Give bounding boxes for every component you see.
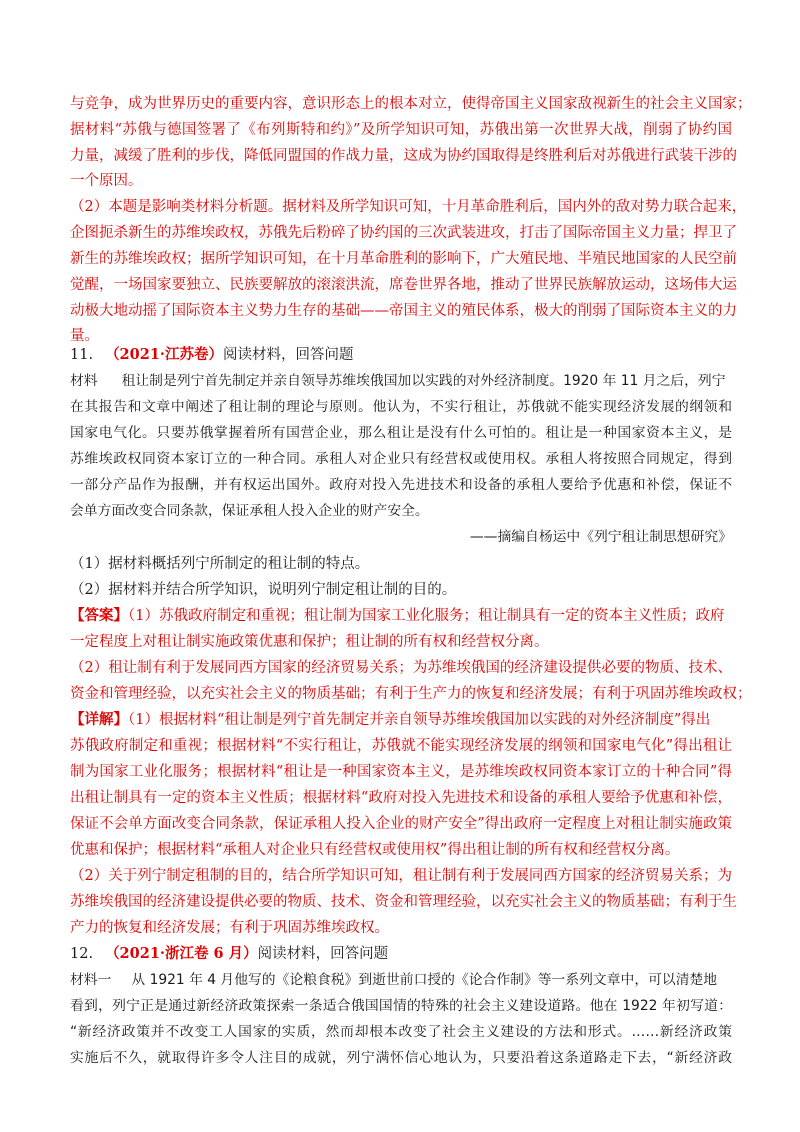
detail-line: 优惠和保护；根据材料“承租人对企业只有经营权或使用权”得出租让制的所有权和经营权分离。	[70, 842, 680, 858]
analysis-line: 企图扼杀新生的苏维埃政权，苏俄先后粉碎了协约国的三次武装进攻，打击了国际帝国主义力量；捍卫了	[70, 225, 737, 241]
sub-question: （2）据材料并结合所学知识，说明列宁制定租让制的目的。	[70, 582, 457, 598]
question-prompt: 阅读材料，回答问题	[257, 946, 389, 962]
answer-line: 资金和管理经验，以充实社会主义的物质基础；有利于生产力的恢复和经济发展；有利于巩固苏维埃政权；	[70, 686, 752, 702]
answer-tag: 【答案】	[70, 607, 128, 624]
analysis-line: 据材料“苏俄与德国签署了《布列斯特和约》”及所学知识可知，苏俄出第一次世界大战，削弱了协约国	[70, 122, 732, 138]
material-line: 一部分产品作为报酬，并有权运出国外。政府对投入先进技术和设备的承租人要给予优惠和补偿，保证不	[70, 477, 732, 493]
material-line: 看到，列宁正是通过新经济政策探索一条适合俄国国情的特殊的社会主义建设道路。他在 1922 年初写道：	[70, 998, 732, 1014]
analysis-line: 一个原因。	[70, 173, 143, 189]
material-label: 材料一	[70, 972, 112, 988]
material-line: 实施后不久，就取得许多令人注目的成就，列宁满怀信心地认为，只要沿着这条道路走下去，“新经济政	[70, 1050, 732, 1066]
detail-tag: 【详解】	[70, 711, 128, 728]
answer-line: 【答案】（1）苏俄政府制定和重视；租让制为国家工业化服务；租让制具有一定的资本主义性质；政府	[70, 607, 725, 624]
material-line: 材料 租让制是列宁首先制定并亲自领导苏维埃俄国加以实践的对外经济制度。1920 年 11 月之后，列宁	[70, 373, 726, 389]
analysis-line: 量。	[70, 328, 99, 344]
detail-line: 保证不会单方面改变合同条款，保证承租人投入企业的财产安全”得出政府一定程度上对租让制实施政策	[70, 816, 732, 832]
answer-line: （2）租让制有利于发展同西方国家的经济贸易关系；为苏维埃俄国的经济建设提供必要的物质、技术、	[70, 660, 732, 676]
material-line: 材料一 从 1921 年 4 月他写的《论粮食税》到逝世前口授的《论合作制》等一系列文章中，可以清楚地	[70, 972, 718, 988]
detail-line: 苏维埃俄国的经济建设提供必要的物质、技术、资金和管理经验，以充实社会主义的物质基础；有利于生	[70, 894, 737, 910]
analysis-line: 新生的苏维埃政权；据所学知识可知，在十月革命胜利的影响下，广大殖民地、半殖民地国家的人民空前	[70, 251, 737, 267]
sub-question: （1）据材料概括列宁所制定的租让制的特点。	[70, 556, 370, 572]
question-header-12	[70, 941, 732, 967]
material-label: 材料	[70, 373, 98, 389]
question-number: 12.	[70, 946, 94, 962]
material-line: “新经济政策并不改变工人国家的实质，然而却根本改变了社会主义建设的方法和形式。……新经济政策	[70, 1024, 732, 1040]
material-line: 苏维埃政权同资本家订立的一种合同。承租人对企业只有经营权或使用权。承租人将按照合同规定，得到	[70, 451, 732, 467]
answer-line: 一定程度上对租让制实施政策优惠和保护；租让制的所有权和经营权分离。	[70, 634, 549, 650]
detail-line: 产力的恢复和经济发展；有利于巩固苏维埃政权。	[70, 920, 389, 936]
detail-line: 【详解】（1）根据材料“租让制是列宁首先制定并亲自领导苏维埃俄国加以实践的对外经济制度”得出	[70, 711, 711, 728]
analysis-line: 动极大地动摇了国际资本主义势力生存的基础——帝国主义的殖民体系，极大的削弱了国际资本主义的力	[70, 303, 737, 319]
question-header-11	[70, 342, 732, 368]
question-prompt: 阅读材料，回答问题	[222, 347, 354, 363]
analysis-line: 觉醒，一场国家要独立、民族要解放的滚滚洪流，席卷世界各地，推动了世界民族解放运动，这场伟大运	[70, 277, 737, 293]
material-line: 在其报告和文章中阐述了租让制的理论与原则。他认为，不实行租让，苏俄就不能实现经济发展的纲领和	[70, 399, 732, 415]
detail-line: 苏俄政府制定和重视；根据材料“不实行租让，苏俄就不能实现经济发展的纲领和国家电气化”得出租让	[70, 738, 732, 754]
material-line: 会单方面改变合同条款，保证承租人投入企业的财产安全。	[70, 503, 429, 519]
detail-line: 制为国家工业化服务；根据材料“租让是一种国家资本主义，是苏维埃政权同资本家订立的十种合同”得	[70, 764, 732, 780]
analysis-line: （2）本题是影响类材料分析题。据材料及所学知识可知，十月革命胜利后，国内外的敌对势力联合起来，	[70, 199, 747, 215]
material-line: 国家电气化。只要苏俄掌握着所有国营企业，那么租让是没有什么可怕的。租让是一种国家资本主义，是	[70, 425, 732, 441]
question-number: 11.	[70, 347, 94, 363]
analysis-line: 力量，减缓了胜利的步伐，降低同盟国的作战力量，这成为协约国取得是终胜利后对苏俄进行武装干涉的	[70, 148, 737, 164]
question-source: （2021·浙江卷 6 月）	[105, 945, 258, 962]
citation: ——摘编自杨运中《列宁租让制思想研究》	[469, 529, 732, 545]
question-source: （2021·江苏卷）	[105, 346, 223, 363]
analysis-line: 与竞争，成为世界历史的重要内容，意识形态上的根本对立，使得帝国主义国家敌视新生的社会主义国家；	[70, 96, 752, 112]
detail-line: 出租让制具有一定的资本主义性质；根据材料“政府对投入先进技术和设备的承租人要给予优惠和补偿，	[70, 790, 732, 806]
detail-line: （2）关于列宁制定租制的目的，结合所学知识可知，租让制有利于发展同西方国家的经济贸易关系；为	[70, 868, 732, 884]
